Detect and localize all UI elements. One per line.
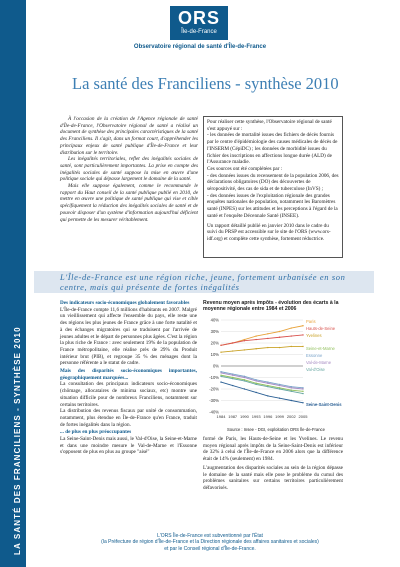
data-point bbox=[279, 398, 280, 399]
data-point bbox=[232, 342, 233, 343]
data-point bbox=[302, 325, 303, 326]
data-point bbox=[291, 400, 292, 401]
data-point bbox=[279, 347, 280, 348]
data-point bbox=[279, 337, 280, 338]
y-tick-label: -20% bbox=[209, 386, 219, 392]
data-point bbox=[220, 381, 221, 382]
data-point bbox=[244, 340, 245, 341]
data-point bbox=[255, 380, 256, 381]
data-point bbox=[302, 391, 303, 392]
data-point bbox=[232, 350, 233, 351]
chart-title: Revenu moyen après impôts - évolution des écarts à la moyenne régionale entre 1984 et 2006 bbox=[203, 300, 339, 312]
legend-label: Yvelines bbox=[306, 333, 322, 338]
section-heading: ... de plus en plus préoccupantes bbox=[60, 429, 132, 436]
data-point bbox=[267, 386, 268, 387]
observatory-name: Observatoire régional de santé d'Île-de-France bbox=[133, 44, 267, 50]
data-point bbox=[244, 388, 245, 389]
data-point bbox=[291, 327, 292, 328]
intro-paragraph: Mais elle suppose également, comme le recommande le rapport du Haut conseil de la santé publique publié en 2010, de mettre en œuvre une politique de santé publique qui vise et cible spécifiquement la réduction des inégalités sociales de santé et de pouvoir disposer d'un système d'information aujourd'hui déficient qui permette de les mesurer véritablement. bbox=[60, 183, 198, 223]
legend-label: Val-de-Marne bbox=[306, 360, 332, 365]
data-point bbox=[220, 376, 221, 377]
section-banner-text: L'Île-de-France est une région riche, jeune, fortement urbanisée en son centre, mais qui présente de fortes inégalités bbox=[60, 272, 346, 292]
body-left-column bbox=[60, 300, 197, 456]
series-line bbox=[221, 335, 303, 345]
legend-label: Seine-et-Marne bbox=[306, 346, 335, 351]
methodology-line: Ces sources ont été complétées par : bbox=[207, 165, 283, 172]
data-point bbox=[279, 385, 280, 386]
series-line bbox=[221, 326, 303, 346]
data-point bbox=[255, 335, 256, 336]
x-tick-label: 1999 bbox=[275, 414, 285, 419]
body-paragraph: L'Île-de-France compte 11,6 millions d'habitants en 2007. Malgré un vieillissement qui affecte l'ensemble du pays, elle reste une des régions les plus jeunes de France grâce à une forte natalité et à des échanges migratoires qui se traduisent par l'arrivée de jeunes adultes et le départ de personnes plus âgées. C'est la région la plus riche de France : avec seulement 19% de la population de France métropolitaine, elle réalise près de 29% du Produit intérieur brut (PIB), et regroupe 35 % des ménages dont la personne référente a le statut de cadre. bbox=[60, 306, 197, 367]
y-tick-label: 40% bbox=[210, 317, 219, 323]
x-tick-label: 1990 bbox=[239, 414, 249, 419]
data-point bbox=[291, 387, 292, 388]
footer-line: (la Préfecture de région d'Île-de-France et la Direction régionale des affaires sanitaires et sociales) bbox=[101, 539, 319, 546]
methodology-box bbox=[203, 116, 343, 258]
data-point bbox=[267, 338, 268, 339]
x-tick-label: 2005 bbox=[298, 414, 308, 419]
data-point bbox=[302, 402, 303, 403]
data-point bbox=[220, 372, 221, 373]
data-point bbox=[232, 375, 233, 376]
footer bbox=[60, 533, 360, 552]
data-point bbox=[267, 333, 268, 334]
data-point bbox=[291, 346, 292, 347]
income-chart bbox=[203, 316, 349, 424]
body-paragraph: La distribution des revenus fiscaux par unité de consommation, notamment, plus étendue en Île-de-France qu'en France, traduit de fortes inégalités dans la région. bbox=[60, 408, 197, 428]
y-tick-label: 20% bbox=[210, 340, 219, 346]
methodology-line: Pour réaliser cette synthèse, l'Observatoire régional de santé s'est appuyé sur : bbox=[207, 119, 332, 132]
sidebar-band bbox=[0, 0, 26, 567]
y-tick-label: -10% bbox=[209, 375, 219, 380]
methodology-line: - des données issues du recensement de la population 2006, des déclarations obligatoires (DO) des découvertes de séropositivité, des cas de sida et de tuberculose (InVS) ; bbox=[207, 172, 339, 193]
data-point bbox=[279, 388, 280, 389]
data-point bbox=[255, 392, 256, 393]
logo-main-text: ORS bbox=[177, 8, 220, 28]
data-point bbox=[279, 331, 280, 332]
section-heading: Des indicateurs socio-économiques globalement favorables bbox=[60, 300, 190, 306]
data-point bbox=[302, 334, 303, 335]
body-paragraph: L'augmentation des disparités sociales au sein de la région dépasse le domaine de la santé mais elle pose le problème du cumul des problèmes sanitaires sur certains territoires particulièrement défavorisés. bbox=[203, 464, 343, 491]
body-paragraph: La Seine-Saint-Denis mais aussi, le Val-d'Oise, la Seine-et-Marne et dans une moindre mesure le Val-de-Marne et l'Essonne s'opposent de plus en plus au groupe "aisé" bbox=[60, 436, 197, 456]
body-paragraph: formé de Paris, les Hauts-de-Seine et les Yvelines. Le revenu moyen régional après impôts de la Seine-Saint-Denis est inférieur de 32% à celui de l'Île-de-France en 2006 alors que la différence était de 14% (seulement) en 1984. bbox=[203, 436, 343, 463]
data-point bbox=[255, 339, 256, 340]
y-tick-label: 30% bbox=[210, 329, 219, 334]
page-title: La santé des Franciliens - synthèse 2010 bbox=[72, 74, 339, 93]
data-point bbox=[255, 348, 256, 349]
methodology-line: - des données issues de l'exploitation régionale des grandes enquêtes nationales de population, notamment les Baromètres santé (INPES) sur les attitudes et les perceptions à l'égard de la santé et l'enquête Décennale Santé (INSEE). bbox=[207, 192, 338, 219]
data-point bbox=[302, 346, 303, 347]
section-heading: Mais des disparités socio-économiques importantes, géographiquement marquées... bbox=[60, 368, 197, 381]
data-point bbox=[291, 335, 292, 336]
data-point bbox=[244, 377, 245, 378]
intro-left-column bbox=[60, 116, 198, 223]
legend-label: Seine-Saint-Denis bbox=[306, 402, 342, 407]
legend-label: Paris bbox=[306, 319, 316, 324]
x-tick-label: 2002 bbox=[286, 414, 296, 419]
methodology-line: Un rapport détaillé publié en janvier 2010 dans le cadre du suivi du PRSP est accessible sur le site de l'ORS (www.ors-idf.org) et complète cette synthèse, fortement réductrice. bbox=[207, 222, 331, 242]
logo-sub-text: Île-de-France bbox=[181, 29, 217, 35]
data-point bbox=[220, 345, 221, 346]
x-tick-label: 1987 bbox=[228, 414, 238, 419]
ors-logo bbox=[170, 6, 228, 40]
y-tick-label: 0% bbox=[212, 363, 219, 369]
data-point bbox=[255, 384, 256, 385]
body-paragraph: La consultation des principaux indicateurs socio-économiques (chômage, allocataires de minima sociaux, etc) montre une situation difficile pour de nombreux Franciliens, notamment sur certains territoires. bbox=[60, 381, 197, 408]
data-point bbox=[267, 383, 268, 384]
legend-label: Essonne bbox=[306, 353, 323, 358]
y-tick-label: 10% bbox=[210, 352, 219, 357]
data-point bbox=[220, 352, 221, 353]
methodology-line: - les données de mortalité issues des fichiers de décès fournis par le centre d'épidémiologie des causes médicales de décès de l'INSERM (CépiDC) ; les données de morbidité issues du fichier des inscriptions en affections longue durée (ALD) de l'Assurance maladie. bbox=[207, 132, 338, 166]
legend-label: Val-d'Oise bbox=[306, 367, 325, 372]
footer-line: et par le Conseil régional d'Île-de-France. bbox=[164, 545, 256, 552]
data-point bbox=[267, 395, 268, 396]
x-tick-label: 1993 bbox=[251, 414, 261, 419]
y-tick-label: -30% bbox=[209, 398, 219, 403]
data-point bbox=[232, 385, 233, 386]
y-tick-label: -40% bbox=[209, 409, 219, 415]
chart-source: Source : Insee - DGI, exploitation ORS Île-de-France bbox=[227, 427, 325, 432]
x-tick-label: 1984 bbox=[216, 414, 226, 419]
data-point bbox=[267, 347, 268, 348]
footer-line: L'ORS Île-de-France est subventionné par l'État bbox=[157, 533, 263, 539]
data-point bbox=[302, 393, 303, 394]
data-point bbox=[302, 388, 303, 389]
intro-paragraph: À l'occasion de la création de l'Agence régionale de santé d'Île-de-France, l'Observatoire régional de santé a réalisé un document de synthèse des principales caractéristiques de la santé des Franciliens. Il s'agit, dans un format court, d'appréhender les principaux enjeux de santé publique d'Île-de-France et leur distribution sur le territoire. bbox=[60, 116, 198, 156]
income-chart-svg bbox=[203, 316, 349, 424]
data-point bbox=[232, 378, 233, 379]
x-tick-label: 1996 bbox=[263, 414, 273, 419]
data-point bbox=[244, 349, 245, 350]
data-point bbox=[244, 380, 245, 381]
intro-paragraph: Les inégalités territoriales, reflet des inégalités sociales de santé, sont particulièrement importantes. La prise en compte des inégalités sociales de santé suppose la mise en œuvre d'une politique sociale qui dépasse largement le domaine de la santé. bbox=[60, 156, 198, 183]
body-right-column bbox=[203, 436, 343, 492]
sidebar-title: LA SANTÉ DES FRANCILIENS - SYNTHÈSE 2010 bbox=[13, 326, 22, 555]
data-point bbox=[291, 391, 292, 392]
legend-label: Hauts-de-Seine bbox=[306, 326, 336, 331]
